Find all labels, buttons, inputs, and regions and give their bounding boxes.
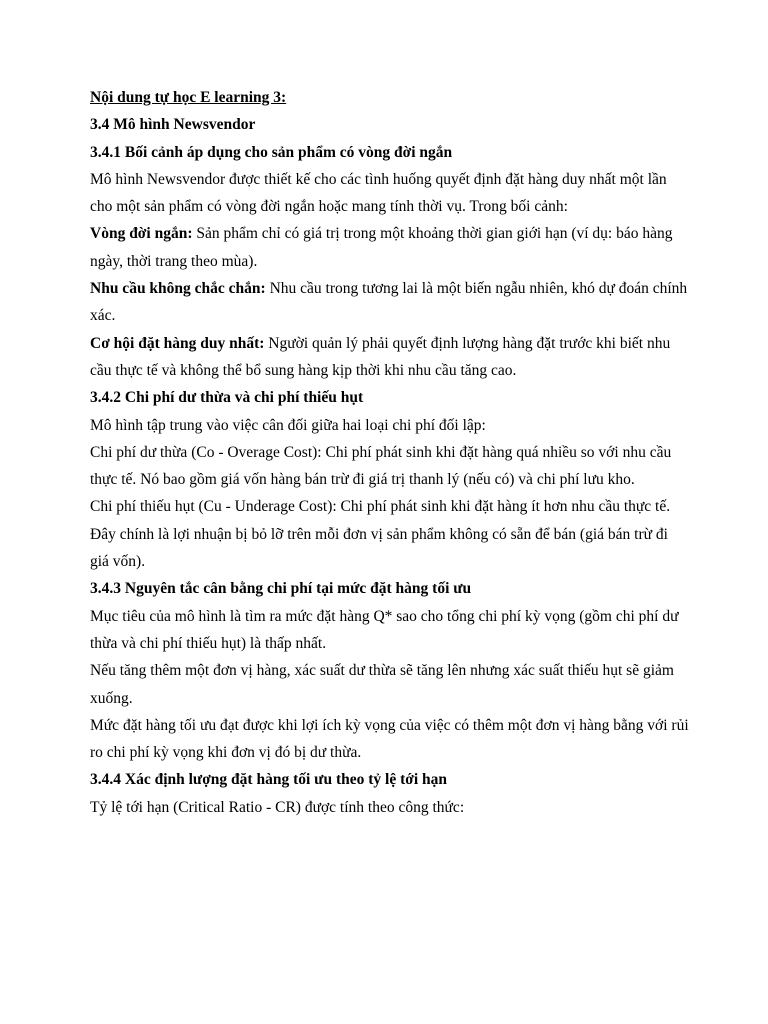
term-description: Người quản lý phải quyết định lượng hàng đặt trước khi biết nhu cầu thực tế và không thể bổ sung hàng kịp thời khi nhu cầu tăng cao.: [90, 334, 671, 379]
term-description: Nhu cầu trong tương lai là một biến ngẫu nhiên, khó dự đoán chính xác.: [90, 280, 688, 325]
paragraph-context-intro: Mô hình Newsvendor được thiết kế cho các tình huống quyết định đặt hàng duy nhất một lần cho một sản phẩm có vòng đời ngắn hoặc mang tính thời vụ. Trong bối cảnh:: [90, 170, 667, 216]
subsection-heading-3-4-4: 3.4.4 Xác định lượng đặt hàng tối ưu theo tỷ lệ tới hạn: [90, 771, 448, 789]
term-description: Sản phẩm chỉ có giá trị trong một khoảng thời gian giới hạn (ví dụ: báo hàng ngày, thời trang theo mùa).: [90, 225, 673, 270]
subsection-heading-3-4-1: 3.4.1 Bối cảnh áp dụng cho sản phẩm có vòng đời ngắn: [90, 143, 453, 161]
list-item-short-lifecycle: [90, 220, 690, 275]
document-body: [90, 84, 690, 821]
paragraph-optimal-condition: Mức đặt hàng tối ưu đạt được khi lợi ích kỳ vọng của việc có thêm một đơn vị hàng bằng với rủi ro chi phí kỳ vọng khi đơn vị đó bị dư thừa.: [90, 716, 689, 762]
list-item-single-order: [90, 330, 690, 385]
paragraph-marginal-unit: Nếu tăng thêm một đơn vị hàng, xác suất dư thừa sẽ tăng lên nhưng xác suất thiếu hụt sẽ giảm xuống.: [90, 662, 674, 707]
term-label: Cơ hội đặt hàng duy nhất:: [90, 334, 265, 352]
paragraph-overage-cost: Chi phí dư thừa (Co - Overage Cost): Chi phí phát sinh khi đặt hàng quá nhiều so với nhu cầu thực tế. Nó bao gồm giá vốn hàng bán trừ đi giá trị thanh lý (nếu có) và chi phí lưu kho.: [90, 443, 672, 489]
subsection-heading-3-4-3: 3.4.3 Nguyên tắc cân bằng chi phí tại mức đặt hàng tối ưu: [90, 580, 472, 598]
paragraph-underage-cost: Chi phí thiếu hụt (Cu - Underage Cost): Chi phí phát sinh khi đặt hàng ít hơn nhu cầu thực tế. Đây chính là lợi nhuận bị bỏ lỡ trên mỗi đơn vị sản phẩm không có sẵn để bán (giá bán trừ đi giá vốn).: [90, 498, 671, 571]
term-label: Nhu cầu không chắc chắn:: [90, 280, 266, 298]
subsection-heading-3-4-2: 3.4.2 Chi phí dư thừa và chi phí thiếu hụt: [90, 389, 364, 407]
paragraph-cost-intro: Mô hình tập trung vào việc cân đối giữa hai loại chi phí đối lập:: [90, 416, 486, 434]
paragraph-objective: Mục tiêu của mô hình là tìm ra mức đặt hàng Q* sao cho tổng chi phí kỳ vọng (gồm chi phí dư thừa và chi phí thiếu hụt) là thấp nhất.: [90, 607, 679, 652]
list-item-uncertain-demand: [90, 275, 690, 330]
section-heading-3-4: 3.4 Mô hình Newsvendor: [90, 116, 256, 134]
term-label: Vòng đời ngắn:: [90, 225, 193, 243]
document-title: Nội dung tự học E learning 3:: [90, 89, 287, 106]
paragraph-critical-ratio: Tỷ lệ tới hạn (Critical Ratio - CR) được tính theo công thức:: [90, 798, 465, 816]
